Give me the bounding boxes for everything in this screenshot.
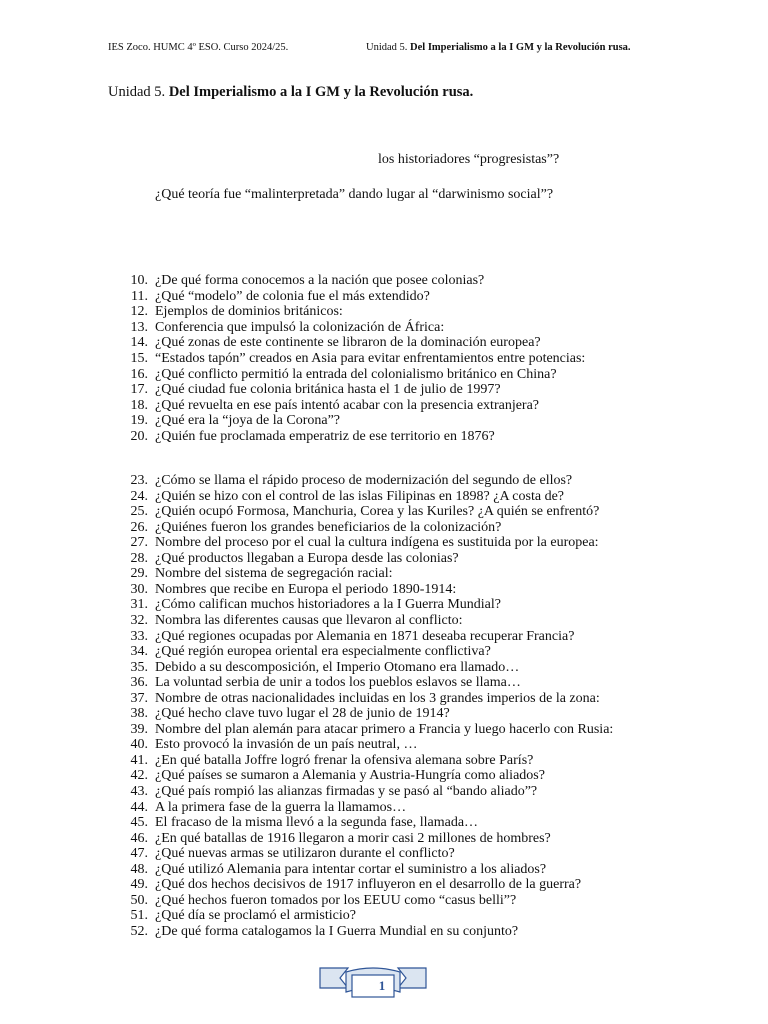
question-text: ¿Quién ocupó Formosa, Manchuria, Corea y las Kuriles? ¿A quién se enfrentó? — [155, 504, 600, 520]
question-number: 48. — [130, 861, 148, 877]
question-text: ¿Qué dos hechos decisivos de 1917 influyeron en el desarrollo de la guerra? — [155, 877, 582, 893]
question-text: ¿Quiénes fueron los grandes beneficiarios de la colonización? — [155, 519, 502, 535]
question-number: 17. — [130, 382, 148, 398]
question-number: 13. — [130, 319, 148, 335]
question-text: ¿Qué zonas de este continente se libraron de la dominación europea? — [155, 335, 541, 351]
question-number: 23. — [130, 473, 148, 488]
page-number: 1 — [378, 978, 386, 993]
question-number: 28. — [130, 550, 148, 566]
question-number: 40. — [130, 737, 148, 753]
question-number: 41. — [130, 752, 148, 768]
question-number: 19. — [130, 413, 148, 429]
question-number: 50. — [130, 892, 148, 908]
page-title — [108, 84, 473, 101]
question-text: Nombre de otras nacionalidades incluidas en los 3 grandes imperios de la zona: — [155, 690, 600, 706]
question-text: ¿Cómo califican muchos historiadores a la I Guerra Mundial? — [155, 597, 501, 613]
question-text: El fracaso de la misma llevó a la segunda fase, llamada… — [155, 815, 479, 831]
question-text: ¿Qué nuevas armas se utilizaron durante el conflicto? — [155, 846, 455, 862]
question-number: 42. — [130, 768, 148, 784]
question-text: ¿Qué región europea oriental era especialmente conflictiva? — [155, 644, 491, 660]
question-text: Esto provocó la invasión de un país neutral, … — [155, 737, 418, 753]
question-text: Nombra las diferentes causas que llevaron al conflicto: — [155, 612, 463, 628]
question-text: ¿Qué ciudad fue colonia británica hasta el 1 de julio de 1997? — [155, 382, 501, 398]
question-number: 25. — [130, 504, 148, 520]
question-fragment-2: ¿Qué teoría fue “malinterpretada” dando lugar al “darwinismo social”? — [155, 187, 554, 202]
question-text: ¿Qué países se sumaron a Alemania y Austria-Hungría como aliados? — [155, 768, 545, 784]
title-text: Del Imperialismo a la I GM y la Revolución rusa. — [168, 84, 474, 100]
question-text: ¿Qué revuelta en ese país intentó acabar con la presencia extranjera? — [155, 397, 540, 413]
question-number: 27. — [130, 535, 148, 551]
question-text: ¿De qué forma catalogamos la I Guerra Mundial en su conjunto? — [155, 923, 519, 939]
question-text: ¿Qué hecho clave tuvo lugar el 28 de junio de 1914? — [155, 706, 450, 722]
header-unit — [366, 42, 631, 53]
question-number: 12. — [130, 304, 148, 320]
question-number: 36. — [130, 675, 148, 691]
question-fragment-1: los historiadores “progresistas”? — [378, 152, 560, 167]
question-number: 39. — [130, 721, 148, 737]
title-prefix: Unidad 5. — [108, 84, 166, 100]
question-number: 16. — [130, 366, 148, 382]
question-number: 18. — [130, 397, 148, 413]
question-number: 30. — [130, 581, 148, 597]
question-text: Nombre del plan alemán para atacar primero a Francia y luego hacerlo con Rusia: — [155, 721, 614, 737]
question-number: 31. — [130, 597, 148, 613]
question-text: ¿Qué “modelo” de colonia fue el más extendido? — [155, 288, 430, 304]
header-school: IES Zoco. HUMC 4º ESO. Curso 2024/25. — [108, 42, 289, 53]
question-number: 26. — [130, 519, 148, 535]
question-number: 45. — [130, 815, 148, 831]
question-text: Conferencia que impulsó la colonización de África: — [155, 319, 445, 335]
question-number: 52. — [130, 923, 148, 939]
question-number: 43. — [130, 784, 148, 799]
question-text: Debido a su descomposición, el Imperio Otomano era llamado… — [155, 659, 520, 675]
question-text: ¿En qué batallas de 1916 llegaron a morir casi 2 millones de hombres? — [155, 830, 551, 846]
question-number: 14. — [130, 335, 148, 351]
question-number: 33. — [130, 628, 148, 644]
question-text: ¿Qué país rompió las alianzas firmadas y se pasó al “bando aliado”? — [155, 784, 538, 799]
question-text: ¿Qué día se proclamó el armisticio? — [155, 908, 356, 924]
question-number: 20. — [130, 429, 148, 444]
question-number: 29. — [130, 566, 148, 582]
question-text: ¿Quién se hizo con el control de las islas Filipinas en 1898? ¿A costa de? — [155, 488, 565, 504]
question-number: 35. — [130, 659, 148, 675]
question-number: 34. — [130, 644, 148, 660]
question-number: 24. — [130, 488, 148, 504]
question-number: 49. — [130, 877, 148, 893]
header-unit-title: Del Imperialismo a la I GM y la Revolución rusa. — [410, 42, 631, 53]
question-text: Nombre del sistema de segregación racial: — [155, 566, 393, 582]
header-unit-prefix: Unidad 5. — [366, 42, 408, 53]
question-number: 38. — [130, 706, 148, 722]
question-text: A la primera fase de la guerra la llamamos… — [155, 799, 407, 815]
question-text: ¿Qué regiones ocupadas por Alemania en 1871 deseaba recuperar Francia? — [155, 628, 575, 644]
question-text: ¿Qué hechos fueron tomados por los EEUU como “casus belli”? — [155, 892, 517, 908]
question-text: ¿Cómo se llama el rápido proceso de modernización del segundo de ellos? — [155, 473, 573, 488]
question-text: Nombres que recibe en Europa el periodo 1890-1914: — [155, 581, 457, 597]
question-number: 10. — [130, 273, 148, 288]
question-number: 51. — [130, 908, 148, 924]
question-text: ¿Qué utilizó Alemania para intentar cortar el suministro a los aliados? — [155, 861, 547, 877]
question-text: “Estados tapón” creados en Asia para evitar enfrentamientos entre potencias: — [155, 351, 586, 366]
question-number: 15. — [130, 351, 148, 366]
question-text: ¿Quién fue proclamada emperatriz de ese territorio en 1876? — [155, 429, 495, 444]
question-text: La voluntad serbia de unir a todos los pueblos eslavos se llama… — [155, 675, 521, 691]
question-text: ¿De qué forma conocemos a la nación que posee colonias? — [155, 273, 485, 288]
question-number: 11. — [131, 288, 148, 304]
question-text: Nombre del proceso por el cual la cultura indígena es sustituida por la europea: — [155, 535, 599, 551]
question-number: 44. — [130, 799, 148, 815]
question-number: 32. — [130, 612, 148, 628]
question-text: Ejemplos de dominios británicos: — [155, 304, 343, 320]
question-text: ¿Qué era la “joya de la Corona”? — [155, 413, 341, 429]
question-number: 47. — [130, 846, 148, 862]
question-text: ¿En qué batalla Joffre logró frenar la ofensiva alemana sobre París? — [155, 752, 534, 768]
question-text: ¿Qué productos llegaban a Europa desde las colonias? — [155, 550, 459, 566]
question-number: 37. — [130, 690, 148, 706]
question-text: ¿Qué conflicto permitió la entrada del colonialismo británico en China? — [155, 366, 557, 382]
question-number: 46. — [130, 830, 148, 846]
